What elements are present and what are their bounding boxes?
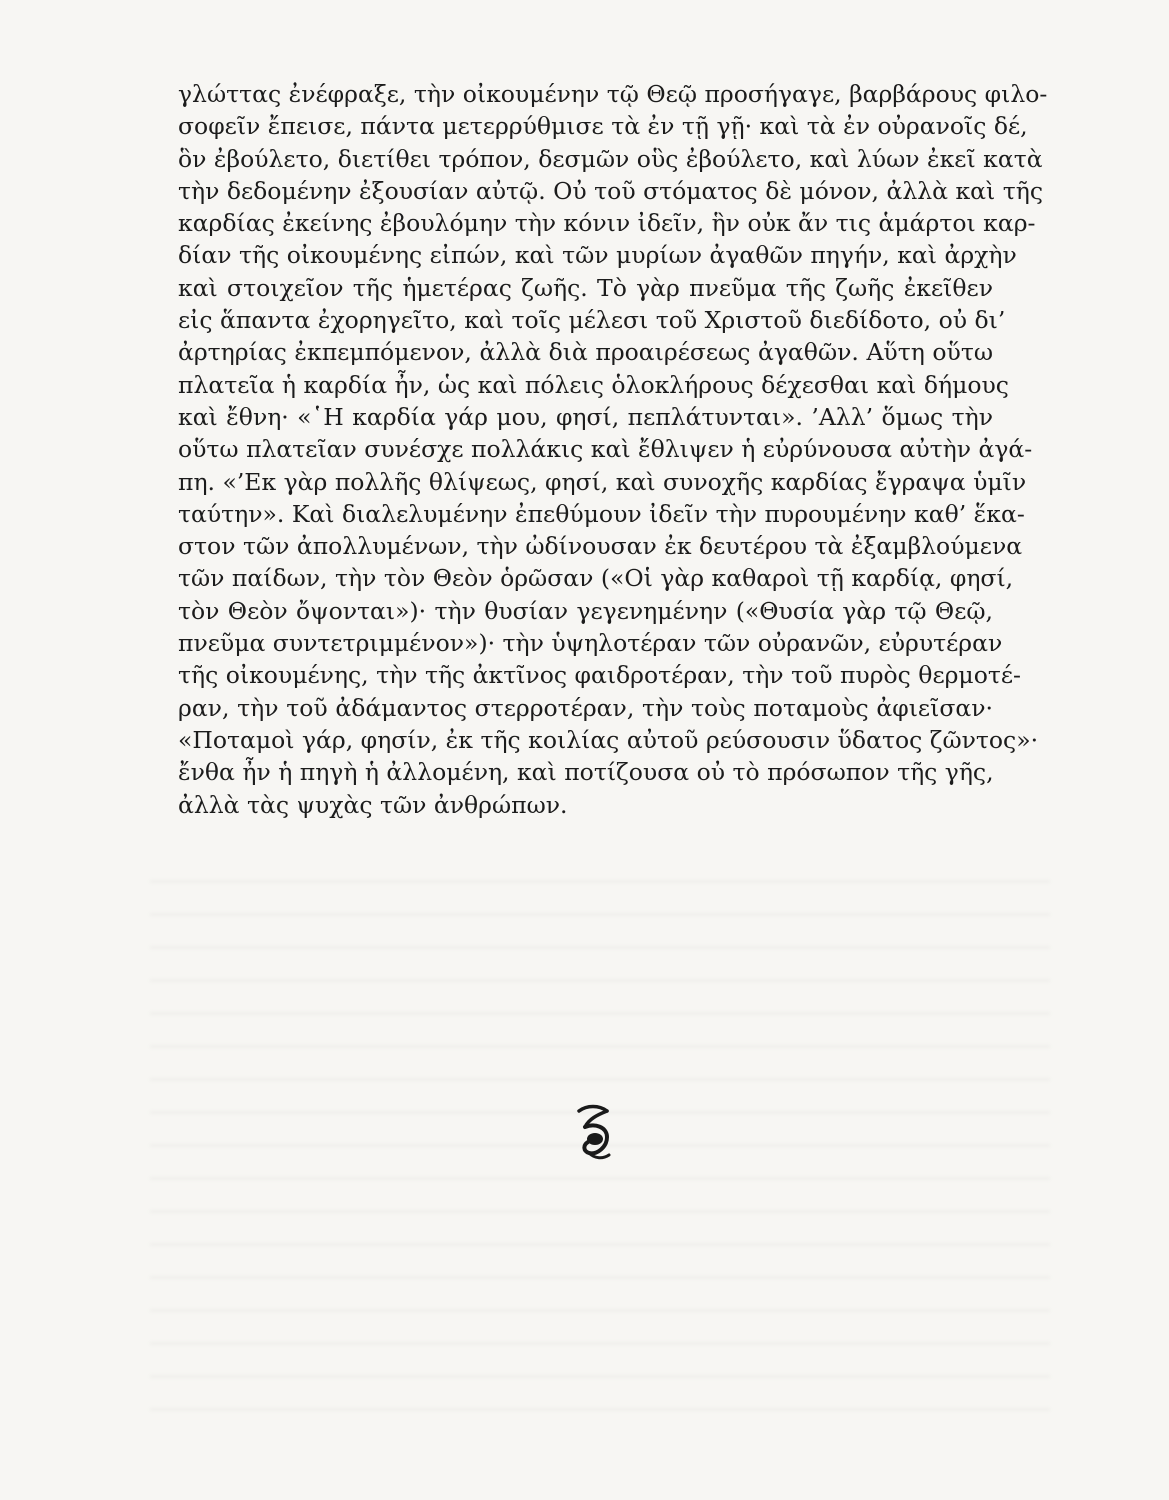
text-line: τὸν Θεὸν ὄψονται»)· τὴν θυσίαν γεγενημένην («Θυσία γὰρ τῷ Θεῷ, — [178, 596, 993, 625]
text-line: τὴν δεδομένην ἐξουσίαν αὐτῷ. Οὐ τοῦ στόματος δὲ μόνον, ἀλλὰ καὶ τῆς — [178, 176, 1043, 205]
text-line: ὃν ἐβούλετο, διετίθει τρόπον, δεσμῶν οὓς ἐβούλετο, καὶ λύων ἐκεῖ κατὰ — [178, 144, 1043, 173]
text-line: οὕτω πλατεῖαν συνέσχε πολλάκις καὶ ἔθλιψεν ἡ εὐρύνουσα αὐτὴν ἀγά- — [178, 435, 1033, 464]
text-line: ταύτην». Καὶ διαλελυμένην ἐπεθύμουν ἰδεῖν τὴν πυρουμένην καθ’ ἕκα- — [178, 499, 1025, 528]
fleuron-icon — [573, 1103, 617, 1163]
text-line: καρδίας ἐκείνης ἐβουλόμην τὴν κόνιν ἰδεῖν, ἣν οὐκ ἄν τις ἁμάρτοι καρ- — [178, 209, 1036, 238]
text-line: δίαν τῆς οἰκουμένης εἰπών, καὶ τῶν μυρίων ἀγαθῶν πηγήν, καὶ ἀρχὴν — [178, 241, 1017, 270]
text-line: στον τῶν ἀπολλυμένων, τὴν ὠδίνουσαν ἐκ δευτέρου τὰ ἐξαμβλούμενα — [178, 532, 1023, 561]
main-text-block — [178, 78, 1048, 821]
text-line: σοφεῖν ἔπεισε, πάντα μετερρύθμισε τὰ ἐν τῇ γῇ· καὶ τὰ ἐν οὐρανοῖς δέ, — [178, 112, 1028, 141]
text-line-last: ἀλλὰ τὰς ψυχὰς τῶν ἀνθρώπων. — [178, 790, 568, 819]
text-line: ἔνθα ἦν ἡ πηγὴ ἡ ἀλλομένη, καὶ ποτίζουσα οὐ τὸ πρόσωπον τῆς γῆς, — [178, 758, 994, 787]
text-line: ραν, τὴν τοῦ ἀδάμαντος στερροτέραν, τὴν τοὺς ποταμοὺς ἀφιεῖσαν· — [178, 693, 993, 722]
text-line: εἰς ἅπαντα ἐχορηγεῖτο, καὶ τοῖς μέλεσι τοῦ Χριστοῦ διεδίδοτο, οὐ δι’ — [178, 306, 1006, 335]
text-line: ἀρτηρίας ἐκπεμπόμενον, ἀλλὰ διὰ προαιρέσεως ἀγαθῶν. Αὕτη οὕτω — [178, 338, 993, 367]
text-line: «Ποταμοὶ γάρ, φησίν, ἐκ τῆς κοιλίας αὐτοῦ ρεύσουσιν ὕδατος ζῶντος»· — [178, 725, 1039, 754]
text-line: γλώττας ἐνέφραξε, τὴν οἰκουμένην τῷ Θεῷ προσήγαγε, βαρβάρους φιλο- — [178, 80, 1048, 108]
text-line: τῆς οἰκουμένης, τὴν τῆς ἀκτῖνος φαιδροτέραν, τὴν τοῦ πυρὸς θερμοτέ- — [178, 661, 1021, 690]
text-line: καὶ στοιχεῖον τῆς ἡμετέρας ζωῆς. Τὸ γὰρ πνεῦμα τῆς ζωῆς ἐκεῖθεν — [178, 273, 993, 302]
text-line: πη. «’Εκ γὰρ πολλῆς θλίψεως, φησί, καὶ συνοχῆς καρδίας ἔγραψα ὑμῖν — [178, 467, 1027, 496]
text-line: τῶν παίδων, τὴν τὸν Θεὸν ὁρῶσαν («Οἱ γὰρ καθαροὶ τῇ καρδίᾳ, φησί, — [178, 564, 1014, 593]
text-line: καὶ ἔθνη· «῾Η καρδία γάρ μου, φησί, πεπλάτυνται». ’Αλλ’ ὅμως τὴν — [178, 402, 993, 431]
text-line: πνεῦμα συντετριμμένον»)· τὴν ὑψηλοτέραν τῶν οὐρανῶν, εὐρυτέραν — [178, 629, 1003, 658]
text-line: πλατεῖα ἡ καρδία ἦν, ὡς καὶ πόλεις ὁλοκλήρους δέχεσθαι καὶ δήμους — [178, 370, 1009, 399]
